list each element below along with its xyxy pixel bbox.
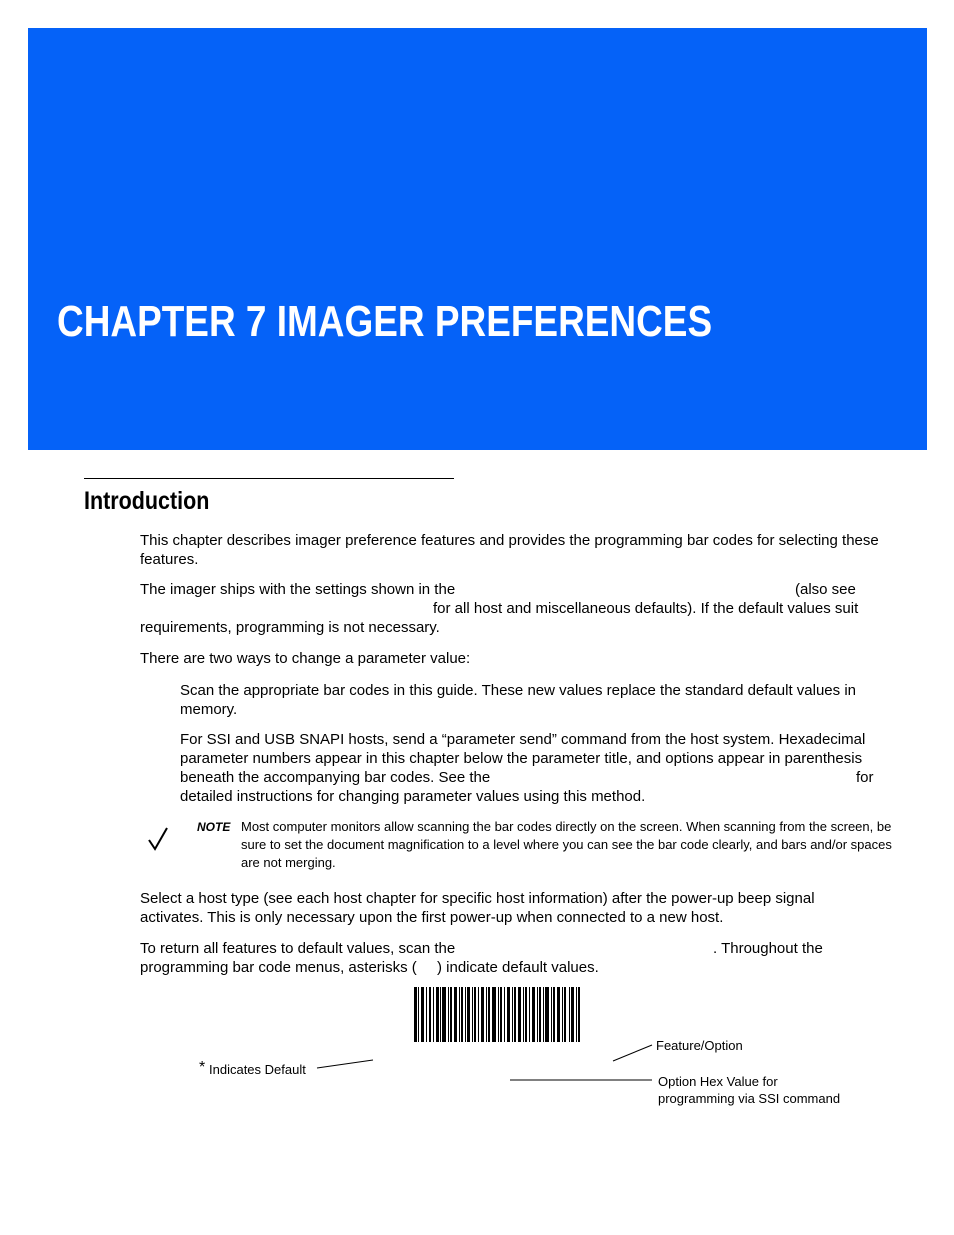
chapter-title: CHAPTER 7 IMAGER PREFERENCES <box>57 297 713 346</box>
default-marker: * <box>199 1059 206 1076</box>
intro-paragraph: This chapter describes imager preference features and provides the programming bar codes for selecting these features. <box>140 532 879 568</box>
host-paragraph: Select a host type (see each host chapter for specific host information) after the power-up beep signal activates. This is only necessary upon the first power-up when connected to a new host. <box>140 890 815 926</box>
list-item: Scan the appropriate bar codes in this guide. These new values replace the standard default values in memory. <box>180 682 856 718</box>
default-label: Indicates Default <box>209 1062 306 1077</box>
hex-label-line2: programming via SSI command <box>658 1091 841 1106</box>
section-title: Introduction <box>84 487 210 515</box>
note-label: NOTE <box>197 820 231 834</box>
feature-label: Feature/Option <box>656 1038 743 1053</box>
note-text: Most computer monitors allow scanning the bar codes directly on the screen. When scanning from the screen, be sure to set the document magnification to a level where you can see the bar code clearly, and bars and/or spaces are not merging. <box>241 819 892 870</box>
hex-label-line1: Option Hex Value for <box>658 1074 778 1089</box>
ways-paragraph: There are two ways to change a parameter value: <box>140 650 471 667</box>
